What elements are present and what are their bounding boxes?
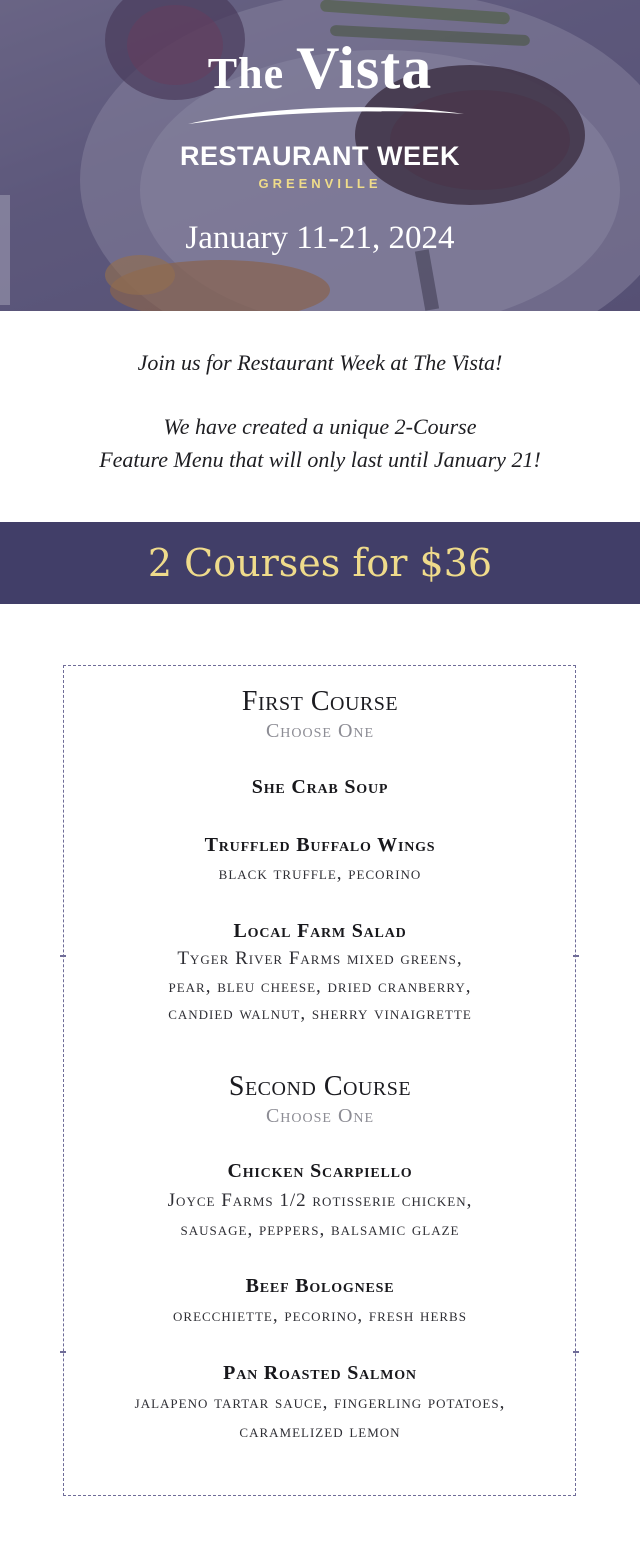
- dish-description: Tyger River Farms mixed greens,: [177, 948, 463, 969]
- dish-description: sausage, peppers, balsamic glaze: [180, 1219, 460, 1240]
- dish-description: orecchiette, pecorino, fresh herbs: [173, 1305, 467, 1326]
- dish-description: Joyce Farms 1/2 rotisserie chicken,: [167, 1190, 473, 1211]
- dish-description: candied walnut, sherry vinaigrette: [168, 1003, 472, 1024]
- dish-name: Local Farm Salad: [233, 920, 407, 942]
- dish-name: Chicken Scarpiello: [227, 1160, 413, 1182]
- dish-name: Pan Roasted Salmon: [223, 1362, 417, 1384]
- price-banner: [0, 522, 640, 604]
- price-banner-text: 2 Courses for $36: [147, 541, 493, 585]
- event-name: RESTAURANT WEEK: [180, 141, 460, 171]
- course-title: Second Course: [228, 1071, 412, 1102]
- dish-description: caramelized lemon: [239, 1421, 401, 1442]
- intro-line: Join us for Restaurant Week at The Vista!: [137, 350, 503, 375]
- border-tick: [60, 1351, 66, 1353]
- dish-description: jalapeno tartar sauce, fingerling potatoes,: [134, 1392, 506, 1413]
- dish-name: She Crab Soup: [251, 776, 389, 798]
- course-subtitle: Choose One: [265, 720, 375, 742]
- event-dates: January 11-21, 2024: [185, 220, 455, 256]
- hero-banner: [0, 0, 640, 311]
- dish-description: pear, bleu cheese, dried cranberry,: [168, 976, 472, 997]
- border-tick: [573, 1351, 579, 1353]
- intro-line: Feature Menu that will only last until January 21!: [99, 447, 541, 472]
- dish-name: Truffled Buffalo Wings: [204, 834, 436, 856]
- dish-description: black truffle, pecorino: [218, 863, 422, 884]
- brand-logo: The Vista: [207, 35, 433, 101]
- logo-swoosh-icon: [186, 100, 466, 128]
- course-subtitle: Choose One: [265, 1105, 375, 1127]
- dish-name: Beef Bolognese: [245, 1275, 395, 1297]
- event-city: GREENVILLE: [258, 176, 382, 191]
- intro-text: [0, 311, 640, 522]
- course-title: First Course: [241, 686, 399, 717]
- intro-line: We have created a unique 2-Course: [163, 414, 477, 439]
